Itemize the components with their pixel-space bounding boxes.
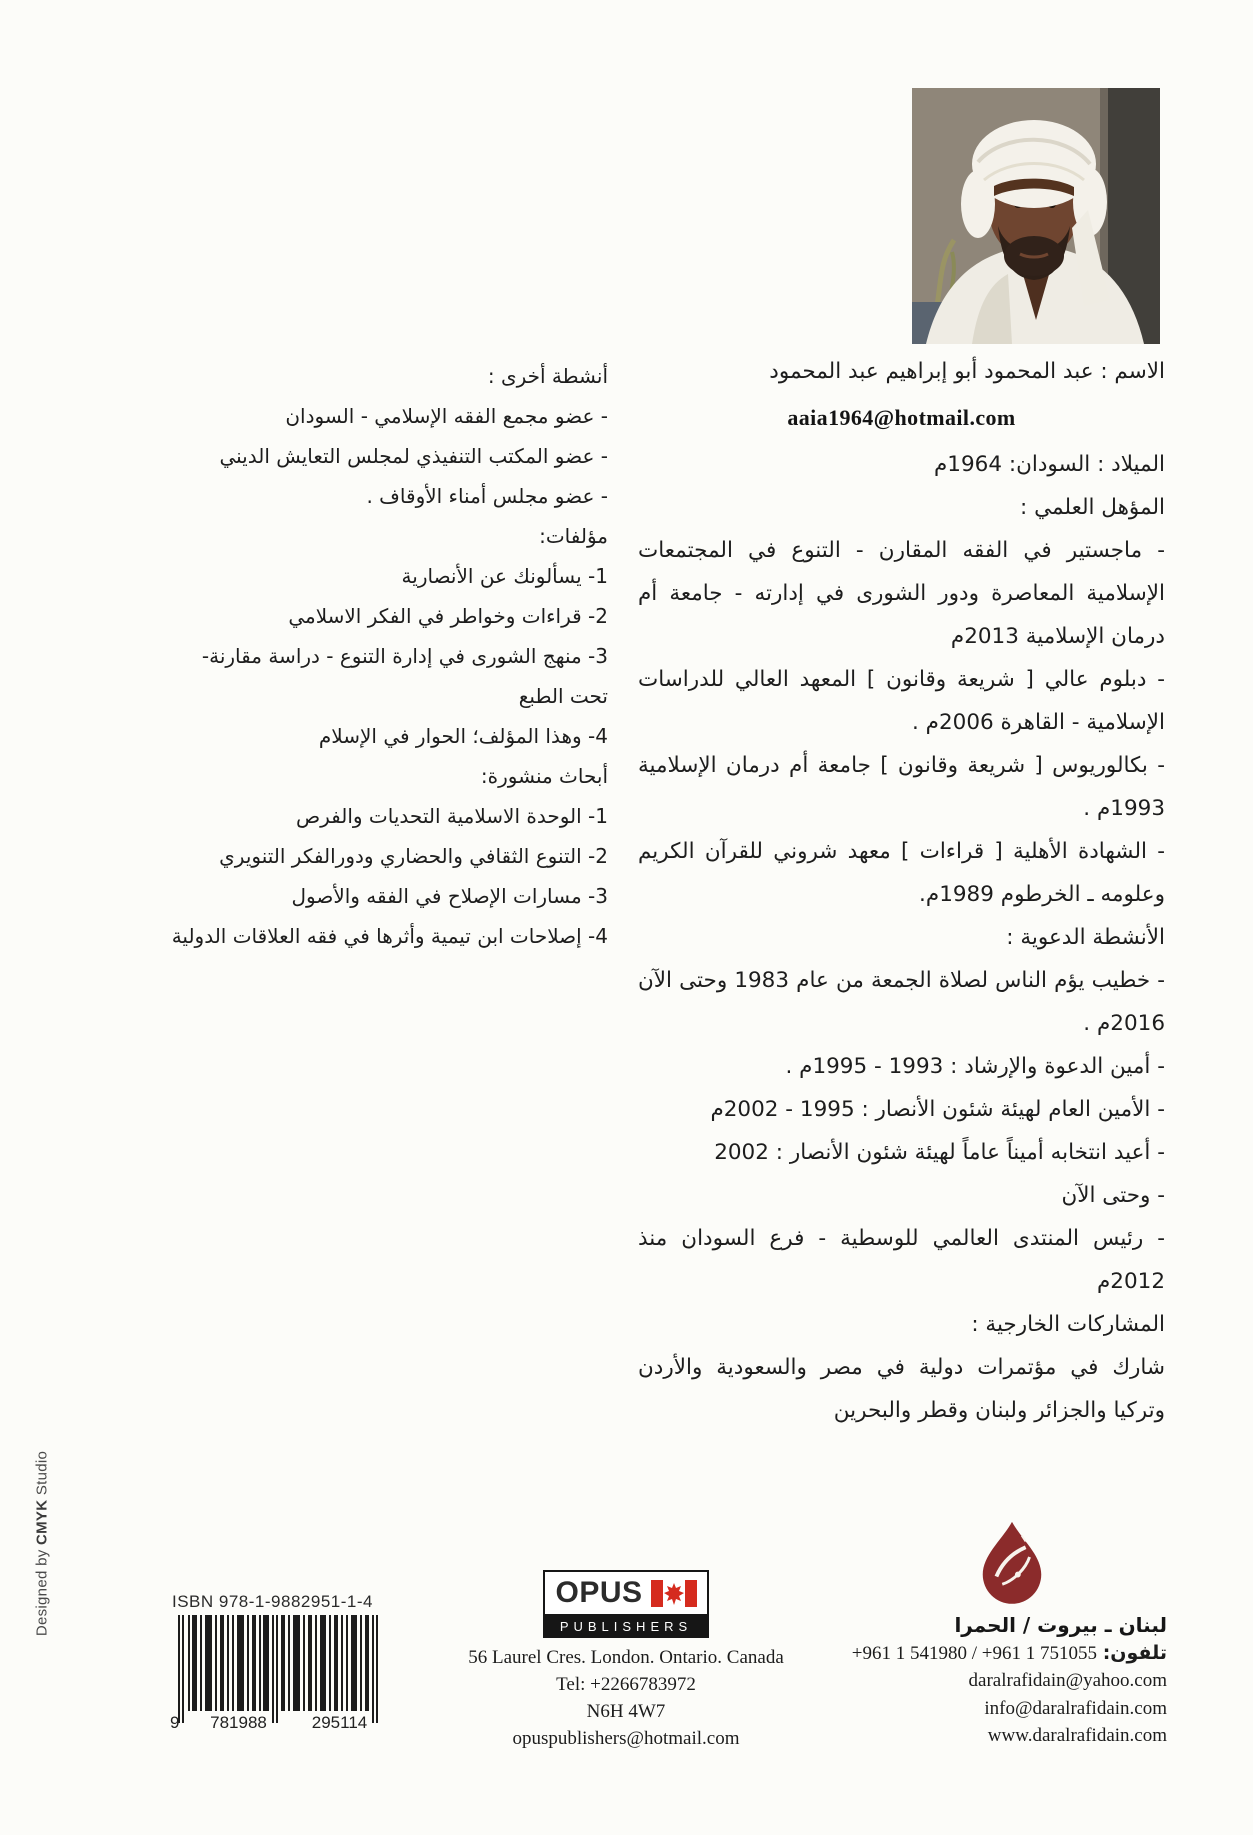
qualification-item: - ماجستير في الفقه المقارن - التنوع في المجتمعات الإسلامية المعاصرة ودور الشورى في إدارته - جامعة أم درمان الإسلامية 2013م: [638, 538, 1165, 649]
dawah-item: - أمين الدعوة والإرشاد : 1993 - 1995م .: [785, 1054, 1165, 1079]
rafidain-website: www.daralrafidain.com: [987, 1725, 1167, 1746]
activity-item: - عضو المكتب التنفيذي لمجلس التعايش الديني: [219, 444, 608, 468]
barcode-left-group: 781988: [210, 1713, 267, 1732]
book-item: 3- منهج الشورى في إدارة التنوع - دراسة مقارنة- تحت الطبع: [201, 644, 608, 708]
isbn-label: ISBN 978-1-9882951-1-4: [172, 1592, 373, 1611]
designer-credit-brand: CMYK: [33, 1499, 51, 1546]
participations-heading: المشاركات الخارجية :: [971, 1312, 1165, 1337]
rafidain-location: لبنان ـ بيروت / الحمرا: [954, 1613, 1167, 1637]
rafidain-phone-numbers: +961 1 541980 / +961 1 751055: [851, 1642, 1097, 1664]
barcode-right-group: 295114: [311, 1713, 368, 1732]
dawah-heading: الأنشطة الدعوية :: [1006, 925, 1165, 950]
opus-publishers-logo: [543, 1570, 709, 1638]
barcode-digits: [170, 1713, 390, 1733]
activity-item: - عضو مجلس أمناء الأوقاف .: [366, 484, 608, 508]
book-item: 2- قراءات وخواطر في الفكر الاسلامي: [288, 604, 608, 628]
isbn-barcode: [170, 1592, 390, 1733]
opus-street-address: 56 Laurel Cres. London. Ontario. Canada: [468, 1647, 784, 1668]
designer-credit-suffix: Studio: [33, 1450, 51, 1500]
opus-address-block: [448, 1644, 804, 1752]
barcode-lead-digit: 9: [170, 1713, 180, 1732]
opus-publishers-bar: PUBLISHERS: [543, 1614, 709, 1638]
book-item: 1- يسألونك عن الأنصارية: [401, 564, 608, 588]
paper-item: 1- الوحدة الاسلامية التحديات والفرص: [295, 804, 608, 828]
opus-email: opuspublishers@hotmail.com: [512, 1728, 740, 1749]
rafidain-drop-icon: [973, 1518, 1051, 1606]
canada-flag-icon: [651, 1580, 697, 1607]
opus-wordmark: OPUS: [555, 1576, 643, 1609]
dawah-item: - الأمين العام لهيئة شئون الأنصار : 1995 - 2002م: [710, 1097, 1165, 1122]
opus-postal-code: N6H 4W7: [586, 1701, 666, 1722]
dar-al-rafidain-logo: [973, 1518, 1051, 1608]
dawah-item: - أعيد انتخابه أميناً عاماً لهيئة شئون الأنصار : 2002: [714, 1140, 1165, 1165]
dawah-item: - خطيب يؤم الناس لصلاة الجمعة من عام 1983 وحتى الآن 2016م .: [638, 968, 1165, 1036]
activity-item: - عضو مجمع الفقه الإسلامي - السودان: [285, 404, 608, 428]
rafidain-email-info: info@daralrafidain.com: [984, 1697, 1167, 1719]
qualification-item: - بكالوريوس [ شريعة وقانون ] جامعة أم درمان الإسلامية 1993م .: [638, 753, 1165, 821]
books-heading: مؤلفات:: [539, 524, 608, 548]
author-email: aaia1964@hotmail.com: [787, 405, 1016, 430]
paper-item: 3- مسارات الإصلاح في الفقه والأصول: [291, 884, 608, 908]
rafidain-contact-block: [807, 1612, 1167, 1750]
designer-credit-prefix: Designed by: [33, 1545, 51, 1637]
other-activities-column: [166, 356, 608, 956]
dawah-item: - وحتى الآن: [1061, 1183, 1165, 1208]
rafidain-phone-label: تلفون:: [1102, 1641, 1167, 1664]
papers-heading: أبحاث منشورة:: [480, 764, 608, 788]
designer-credit: [34, 1394, 51, 1694]
opus-logo-top: [543, 1570, 709, 1614]
barcode-bars-icon: [170, 1615, 382, 1727]
rafidain-phone-line: [807, 1640, 1167, 1668]
rafidain-email-yahoo: daralrafidain@yahoo.com: [968, 1670, 1167, 1691]
book-item: 4- وهذا المؤلف؛ الحوار في الإسلام: [318, 724, 608, 748]
author-birth-line: الميلاد : السودان: 1964م: [933, 452, 1165, 477]
paper-item: 2- التنوع الثقافي والحضاري ودورالفكر التنويري: [219, 844, 608, 868]
opus-telephone: Tel: +2266783972: [556, 1674, 696, 1695]
author-photo: [912, 88, 1160, 344]
author-bio-column: [638, 350, 1165, 1432]
participations-text: شارك في مؤتمرات دولية في مصر والسعودية والأردن وتركيا والجزائر ولبنان وقطر والبحرين: [638, 1355, 1165, 1423]
qualification-item: - الشهادة الأهلية [ قراءات ] معهد شروني للقرآن الكريم وعلومه ـ الخرطوم 1989م.: [638, 839, 1165, 907]
author-name-line: الاسم : عبد المحمود أبو إبراهيم عبد المحمود: [769, 359, 1165, 384]
portrait-man-white-turban-icon: [912, 88, 1160, 344]
other-activities-heading: أنشطة أخرى :: [487, 364, 608, 388]
qualification-item: - دبلوم عالي [ شريعة وقانون ] المعهد العالي للدراسات الإسلامية - القاهرة 2006م .: [638, 667, 1165, 735]
paper-item: 4- إصلاحات ابن تيمية وأثرها في فقه العلاقات الدولية: [171, 924, 608, 948]
qualifications-heading: المؤهل العلمي :: [1020, 495, 1165, 520]
dawah-item: - رئيس المنتدى العالمي للوسطية - فرع السودان منذ 2012م: [638, 1226, 1165, 1294]
